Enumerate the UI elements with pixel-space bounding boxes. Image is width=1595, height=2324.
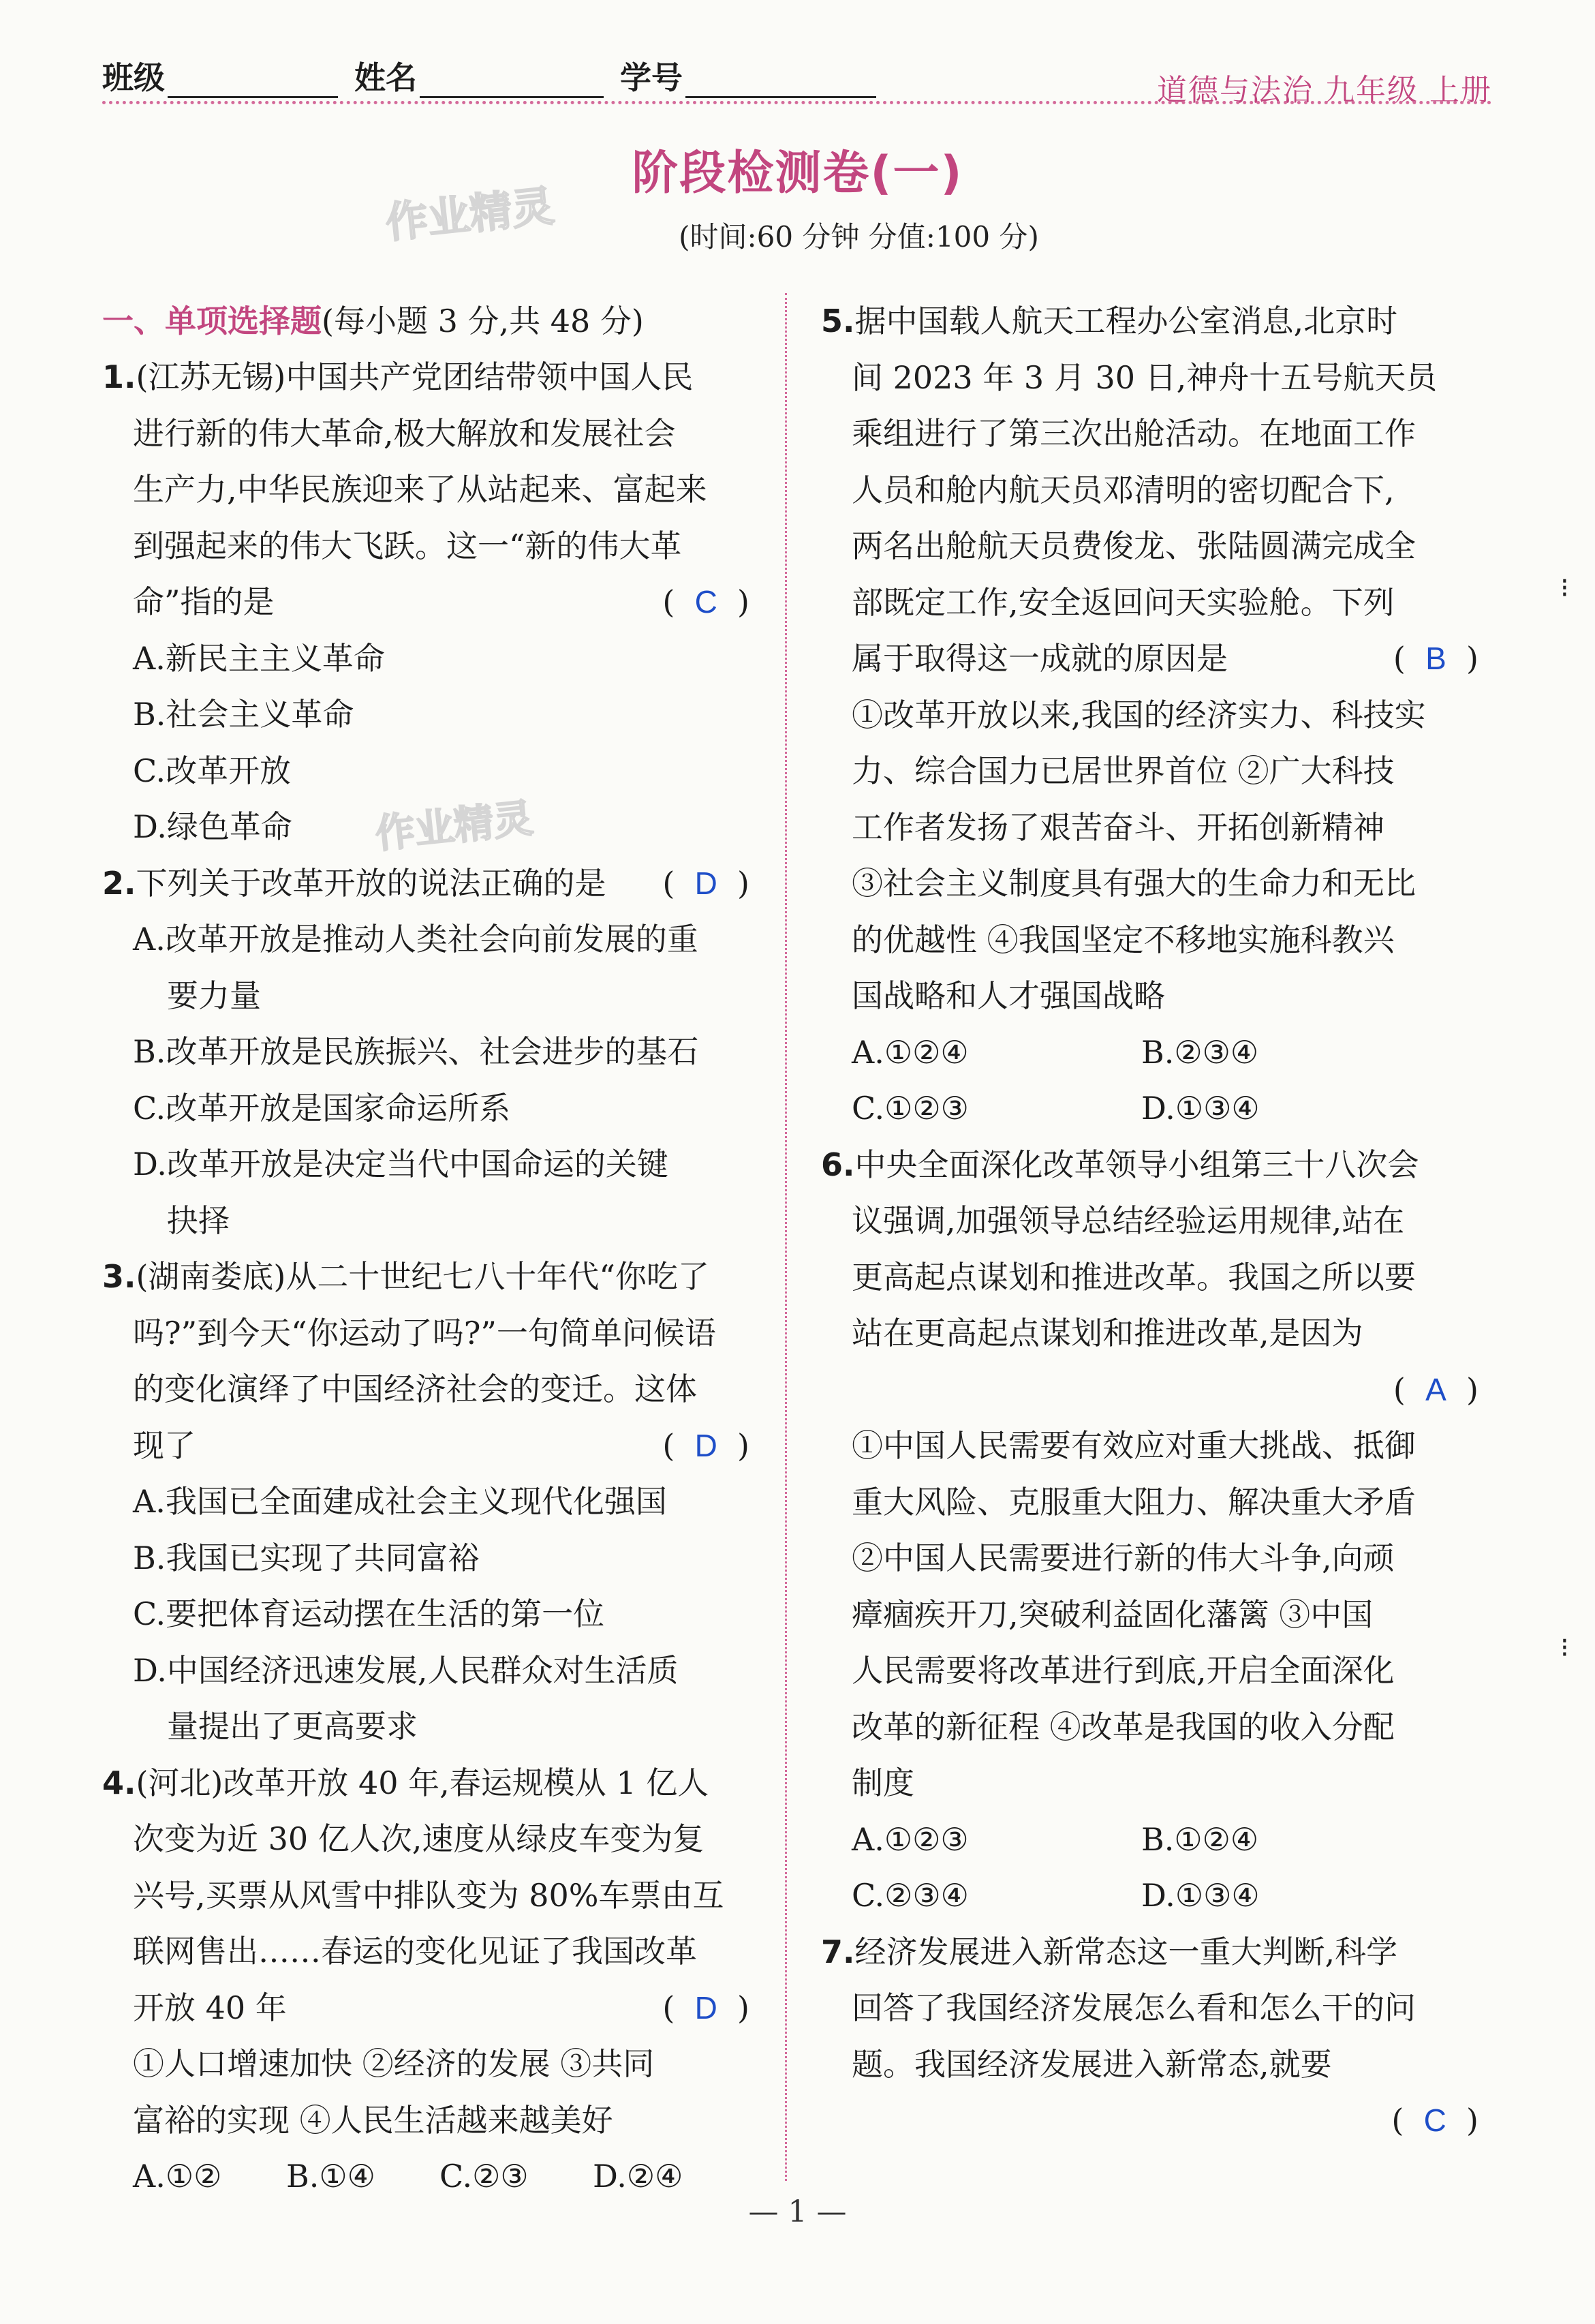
answer-bracket: ( D ) (662, 864, 749, 902)
question-text: 的变化演绎了中国经济社会的变迁。这体 (133, 1371, 697, 1407)
margin-mark: ⁝ (1560, 1632, 1569, 1664)
answer-bracket: ( C ) (1391, 2102, 1478, 2139)
section-title: 一、单项选择题 (102, 303, 322, 339)
id-blank[interactable] (685, 66, 876, 98)
option-a: A.我国已全面建成社会主义现代化强国 (133, 1483, 667, 1520)
question-text: 联网售出……春运的变化见证了我国改革 (133, 1933, 697, 1970)
question-text: 据中国载人航天工程办公室消息,北京时 (854, 303, 1398, 339)
option-c: C.要把体育运动摆在生活的第一位 (133, 1595, 605, 1632)
question-text: 命”指的是 (133, 583, 275, 620)
statement-items: 制度 (852, 1764, 914, 1801)
answer-mark: A (1425, 1371, 1446, 1407)
option-b: B.①②④ (1141, 1820, 1259, 1858)
statement-items: ③社会主义制度具有强大的生命力和无比 (852, 865, 1416, 902)
question-text: 间 2023 年 3 月 30 日,神舟十五号航天员 (852, 358, 1438, 396)
answer-mark: C (694, 584, 717, 620)
option-c: C.②③ (439, 2158, 529, 2195)
option-c: C.改革开放是国家命运所系 (133, 1089, 511, 1127)
question-text: 属于取得这一成就的原因是 (852, 640, 1228, 677)
question-number: 7. (821, 1933, 855, 1970)
option-d: D.中国经济迅速发展,人民群众对生活质 (133, 1651, 679, 1689)
answer-mark: C (1423, 2103, 1446, 2138)
question-6 (821, 1137, 1478, 1924)
option-b: B.我国已实现了共同富裕 (133, 1539, 480, 1576)
right-column (821, 293, 1478, 2149)
question-text: 中央全面深化改革领导小组第三十八次会 (854, 1146, 1419, 1183)
option-d: D.绿色革命 (133, 808, 292, 845)
page-title: 阶段检测卷(一) (632, 147, 963, 200)
option-a: A.①② (133, 2158, 222, 2195)
question-text: 进行新的伟大革命,极大解放和发展社会 (133, 414, 676, 452)
question-text: 生产力,中华民族迎来了从站起来、富起来 (133, 471, 707, 508)
statement-items: 重大风险、克服重大阻力、解决重大矛盾 (852, 1483, 1416, 1520)
subject-label: 道德与法治 九年级 上册 (1157, 73, 1492, 108)
question-text: 议强调,加强领导总结经验运用规律,站在 (852, 1202, 1405, 1239)
statement-items: 力、综合国力已居世界首位 ②广大科技 (852, 752, 1395, 789)
section-heading (102, 293, 749, 349)
question-text: 乘组进行了第三次出舱活动。在地面工作 (852, 415, 1416, 452)
question-number: 3. (102, 1258, 136, 1295)
student-info-fields (102, 53, 882, 98)
name-label: 姓名 (354, 59, 418, 96)
option-a: A.①②④ (852, 1033, 969, 1071)
page-header (102, 48, 1492, 109)
question-text: 回答了我国经济发展怎么看和怎么干的问 (852, 1989, 1416, 2026)
question-number: 5. (821, 303, 855, 339)
option-a: A.①②③ (852, 1820, 969, 1858)
answer-bracket: ( D ) (662, 1989, 749, 2026)
statement-items: 工作者发扬了艰苦奋斗、开拓创新精神 (852, 808, 1384, 846)
answer-mark: B (1425, 641, 1446, 676)
statement-items: 的优越性 ④我国坚定不移地实施科教兴 (852, 921, 1395, 958)
page-number: — 1 — (748, 2195, 847, 2229)
options-row (821, 1867, 1478, 1924)
option-d: D.②④ (593, 2158, 683, 2195)
question-text: 经济发展进入新常态这一重大判断,科学 (854, 1933, 1398, 1970)
option-c: C.①②③ (852, 1090, 969, 1127)
option-c: C.②③④ (852, 1877, 969, 1914)
question-text: 更高起点谋划和推进改革。我国之所以要 (852, 1258, 1416, 1296)
option-c: C.改革开放 (133, 752, 292, 789)
statement-items: 富裕的实现 ④人民生活越来越美好 (133, 2101, 613, 2139)
option-a: A.改革开放是推动人类社会向前发展的重 (133, 921, 698, 958)
header-divider (102, 101, 1492, 104)
options-row (821, 1811, 1478, 1868)
statement-items: ②中国人民需要进行新的伟大斗争,向顽 (852, 1540, 1395, 1576)
option-d-cont: 抉择 (167, 1202, 230, 1239)
option-d: D.改革开放是决定当代中国命运的关键 (133, 1146, 668, 1182)
question-4 (102, 1755, 749, 2205)
question-text: (湖南娄底)从二十世纪七八十年代“你吃了 (136, 1258, 709, 1295)
statement-items: ①改革开放以来,我国的经济实力、科技实 (852, 696, 1426, 733)
question-number: 4. (102, 1764, 136, 1801)
statement-items: 瘴痼疾开刀,突破利益固化藩篱 ③中国 (852, 1595, 1374, 1633)
class-blank[interactable] (168, 66, 338, 98)
answer-mark: D (694, 1427, 717, 1463)
question-text: 开放 40 年 (133, 1989, 287, 2026)
question-text: (江苏无锡)中国共产党团结带领中国人民 (136, 358, 694, 395)
question-7 (821, 1924, 1478, 2149)
name-blank[interactable] (420, 66, 604, 98)
id-label: 学号 (620, 59, 683, 96)
exam-info: (时间:60 分钟 分值:100 分) (679, 220, 1039, 254)
margin-mark: ⁝ (1560, 572, 1569, 604)
option-a: A.新民主主义革命 (133, 639, 385, 677)
question-text: 次变为近 30 亿人次,速度从绿皮车变为复 (133, 1820, 704, 1857)
question-1 (102, 349, 749, 855)
question-text: 站在更高起点谋划和推进改革,是因为 (852, 1315, 1363, 1351)
question-3 (102, 1249, 749, 1755)
option-b: B.社会主义革命 (133, 696, 354, 733)
option-b: B.②③④ (1141, 1033, 1259, 1071)
answer-bracket: ( D ) (662, 1426, 749, 1464)
question-text: 现了 (133, 1426, 196, 1464)
question-2 (102, 855, 749, 1249)
options-row (821, 1080, 1478, 1137)
section-note: (每小题 3 分,共 48 分) (322, 303, 644, 339)
question-text: 两名出舱航天员费俊龙、张陆圆满完成全 (852, 528, 1416, 564)
question-number: 6. (821, 1146, 855, 1183)
statement-items: ①人口增速加快 ②经济的发展 ③共同 (133, 2045, 655, 2082)
option-d: D.①③④ (1141, 1090, 1260, 1127)
question-text: 到强起来的伟大飞跃。这一“新的伟大革 (133, 527, 682, 564)
option-a-cont: 要力量 (167, 977, 261, 1014)
column-divider (785, 293, 787, 2181)
option-d-cont: 量提出了更高要求 (167, 1708, 418, 1745)
class-label: 班级 (102, 59, 165, 96)
answer-mark: D (694, 1989, 717, 2025)
question-number: 1. (102, 358, 136, 395)
options-row (821, 1024, 1478, 1081)
answer-bracket: ( A ) (1393, 1371, 1478, 1408)
statement-items: 改革的新征程 ④改革是我国的收入分配 (852, 1708, 1395, 1745)
question-number: 2. (102, 864, 136, 902)
left-column (102, 293, 749, 2205)
question-5 (821, 293, 1478, 1137)
question-text: 吗?”到今天“你运动了吗?”一句简单问候语 (133, 1314, 716, 1351)
statement-items: 人民需要将改革进行到底,开启全面深化 (852, 1652, 1395, 1689)
question-text: 兴号,买票从风雪中排队变为 80%车票由互 (133, 1876, 724, 1914)
answer-bracket: ( B ) (1393, 640, 1478, 677)
answer-mark: D (694, 865, 717, 901)
watermark-logo: 作业精灵 (383, 181, 557, 248)
question-text: 人员和舱内航天员邓清明的密切配合下, (852, 471, 1395, 508)
question-text: (河北)改革开放 40 年,春运规模从 1 亿人 (136, 1764, 709, 1801)
option-b: B.①④ (286, 2158, 375, 2195)
statement-items: 国战略和人才强国战略 (852, 977, 1165, 1014)
option-d: D.①③④ (1141, 1877, 1260, 1914)
question-text: 下列关于改革开放的说法正确的是 (136, 864, 606, 902)
answer-bracket: ( C ) (662, 583, 749, 620)
statement-items: ①中国人民需要有效应对重大挑战、抵御 (852, 1427, 1416, 1464)
question-text: 题。我国经济发展进入新常态,就要 (852, 2045, 1332, 2083)
watermark-logo: 作业精灵 (373, 795, 536, 857)
option-b: B.改革开放是民族振兴、社会进步的基石 (133, 1033, 699, 1070)
question-text: 部既定工作,安全返回问天实验舱。下列 (852, 583, 1395, 621)
